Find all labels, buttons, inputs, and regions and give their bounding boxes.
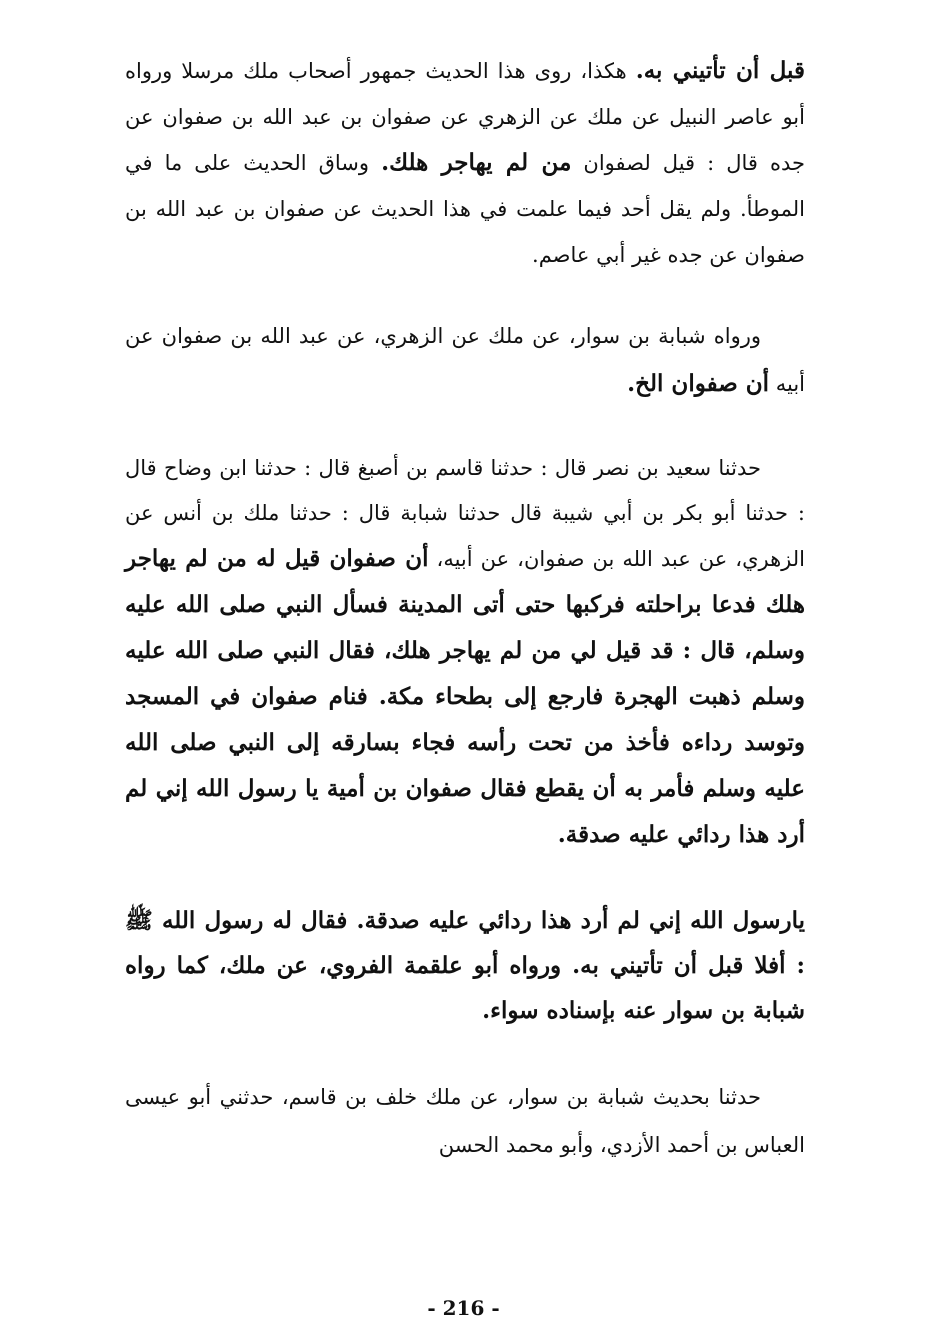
paragraph-text: هكذا، روى هذا الحديث جمهور أصحاب ملك مرسلا ورواه أبو عاصر النبيل عن ملك عن الزهري عن صفوان بن عبد الله بن صفوان عن جده قال : قيل لصفوان [125,59,805,175]
bold-phrase: أن صفوان قيل له من لم يهاجر هلك فدعا براحلته فركبها حتى أتى المدينة فسأل النبي صلى الله عليه وسلم، قال : قد قيل لي من لم يهاجر هلك، فقال النبي صلى الله عليه وسلم ذهبت الهجرة فارجع إلى بطحاء مكة. فنام صفوان في المسجد وتوسد رداءه فأخذ من تحت رأسه فجاء بسارقه إلى النبي صلى الله عليه وسلم فأمر به أن يقطع فقال صفوان بن أمية يا رسول الله إني لم أرد هذا ردائي عليه صدقة. [125,545,805,848]
paragraph-text: يارسول الله إني لم أرد هذا ردائي عليه صدقة. فقال له رسول الله ﷺ : أفلا قبل أن تأتيني به. ورواه أبو علقمة الفروي، عن ملك، كما رواه شبابة بن سوار عنه بإسناده سواء. [125,907,805,1024]
paragraph-4 [125,898,805,1033]
paragraph-5 [125,1073,805,1169]
paragraph-3 [125,446,805,858]
paragraph-text: وساق الحديث على ما في الموطأ. ولم يقل أحد فيما علمت في هذا الحديث عن صفوان بن عبد الله بن صفوان عن جده غير أبي عاصم. [125,151,805,267]
bold-phrase: من لم يهاجر هلك. [381,149,572,176]
paragraph-text: ورواه شبابة بن سوار، عن ملك عن الزهري، عن عبد الله بن صفوان عن أبيه [125,324,805,396]
paragraph-text: حدثنا سعيد بن نصر قال : حدثنا قاسم بن أصبغ قال : حدثنا ابن وضاح قال : حدثنا أبو بكر بن أبي شيبة قال حدثنا شبابة قال : حدثنا ملك بن أنس عن الزهري، عن عبد الله بن صفوان، عن أبيه، [125,456,806,571]
page-body [125,48,805,1169]
paragraph-text: حدثنا بحديث شبابة بن سوار، عن ملك خلف بن قاسم، حدثني أبو عيسى العباس بن أحمد الأزدي، وأبو محمد الحسن [125,1085,805,1157]
bold-phrase: قبل أن تأتيني به. [635,57,805,84]
paragraph-1 [125,48,805,278]
paragraph-2 [125,312,805,408]
page-number: - 216 - [427,1296,500,1320]
bold-phrase: أن صفوان الخ. [627,370,770,397]
